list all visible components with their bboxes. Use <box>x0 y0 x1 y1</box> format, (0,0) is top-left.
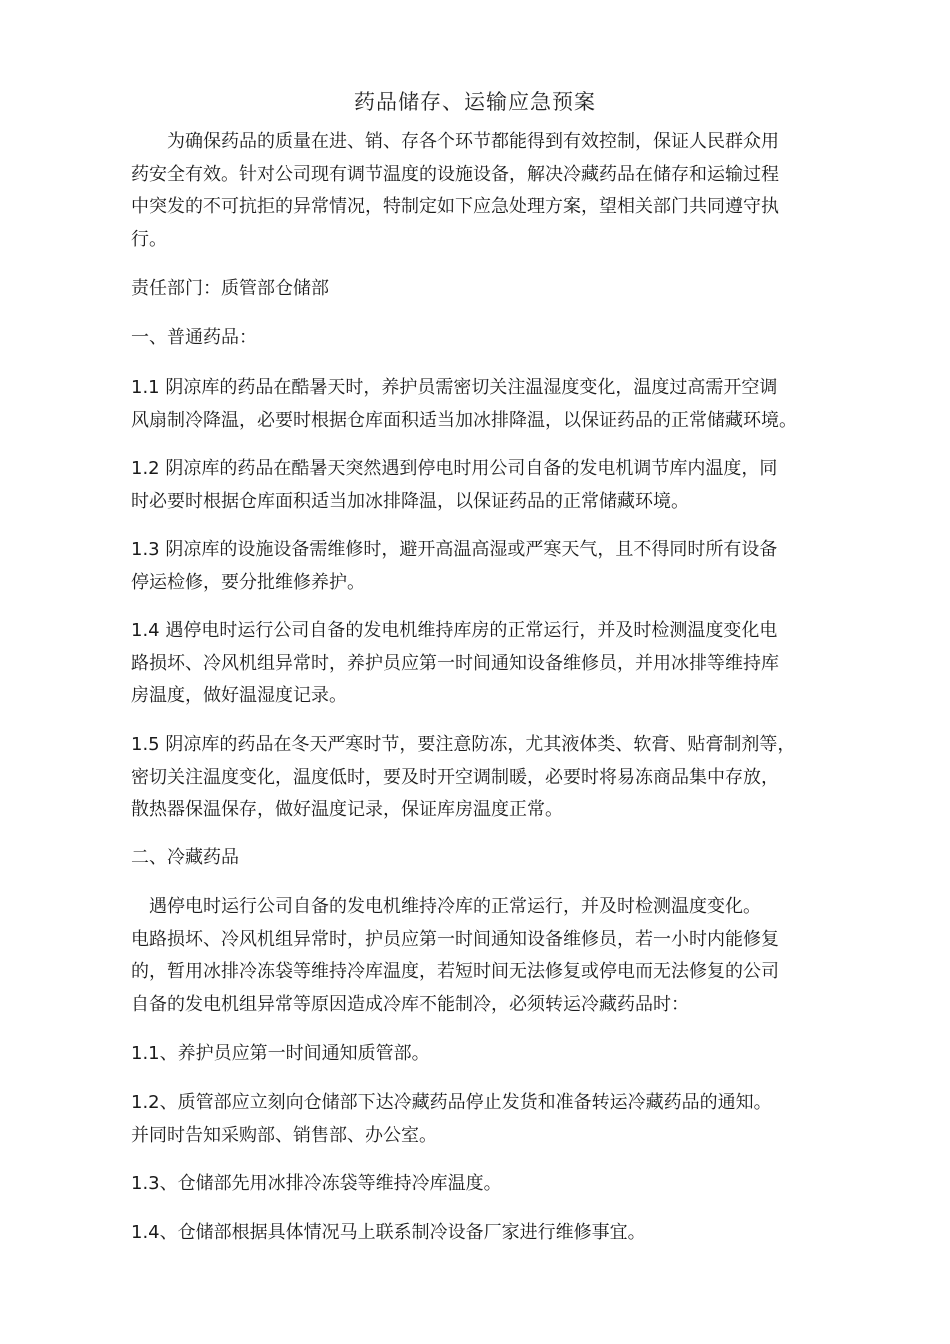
section-heading-cold-storage: 二、冷藏药品 <box>131 847 239 868</box>
clause-1-1: 1.1 阴凉库的药品在酷暑天时，养护员需密切关注温湿度变化，温度过高需开空调 风扇制冷降温，必要时根据仓库面积适当加冰排降温，以保证药品的正常储藏环境。 <box>131 377 797 431</box>
intro-paragraph: 为确保药品的质量在进、销、存各个环节都能得到有效控制，保证人民群众用 药安全有效。针对公司现有调节温度的设施设备，解决冷藏药品在储存和运输过程 中突发的不可抗拒的异常情况，特制定如下应急处理方案，望相关部门共同遵守执 行。 <box>131 131 779 250</box>
clause-1-5: 1.5 阴凉库的药品在冬天严寒时节，要注意防冻，尤其液体类、软膏、贴膏制剂等， 密切关注温度变化，温度低时，要及时开空调制暖，必要时将易冻商品集中存放， 散热器保温保存，做好温度记录，保证库房温度正常。 <box>131 734 796 820</box>
clause-1-3: 1.3 阴凉库的设施设备需维修时，避开高温高湿或严寒天气，且不得同时所有设备 停运检修，要分批维修养护。 <box>131 539 778 593</box>
section-heading-general-drugs: 一、普通药品： <box>131 327 257 348</box>
step-1-4: 1.4、仓储部根据具体情况马上联系制冷设备厂家进行维修事宜。 <box>131 1222 646 1243</box>
step-1-3: 1.3、仓储部先用冰排冷冻袋等维持冷库温度。 <box>131 1173 502 1194</box>
responsible-departments: 责任部门：质管部仓储部 <box>131 278 329 299</box>
step-1-1: 1.1、养护员应第一时间通知质管部。 <box>131 1043 430 1064</box>
clause-1-4: 1.4 遇停电时运行公司自备的发电机维持库房的正常运行，并及时检测温度变化电 路损坏、冷风机组异常时，养护员应第一时间通知设备维修员，并用冰排等维持库 房温度，做好温湿度记录。 <box>131 620 779 706</box>
clause-1-2: 1.2 阴凉库的药品在酷暑天突然遇到停电时用公司自备的发电机调节库内温度，同 时必要时根据仓库面积适当加冰排降温，以保证药品的正常储藏环境。 <box>131 458 778 512</box>
step-1-2: 1.2、质管部应立刻向仓储部下达冷藏药品停止发货和准备转运冷藏药品的通知。 并同时告知采购部、销售部、办公室。 <box>131 1092 772 1146</box>
document-title: 药品储存、运输应急预案 <box>354 90 596 114</box>
cold-storage-paragraph: 遇停电时运行公司自备的发电机维持冷库的正常运行，并及时检测温度变化。 电路损坏、冷风机组异常时，护员应第一时间通知设备维修员，若一小时内能修复 的，暂用冰排冷冻袋等维持冷库温度，若短时间无法修复或停电而无法修复的公司 自备的发电机组异常等原因造成冷库不能制冷，必须转运冷藏药品时： <box>131 896 779 1015</box>
